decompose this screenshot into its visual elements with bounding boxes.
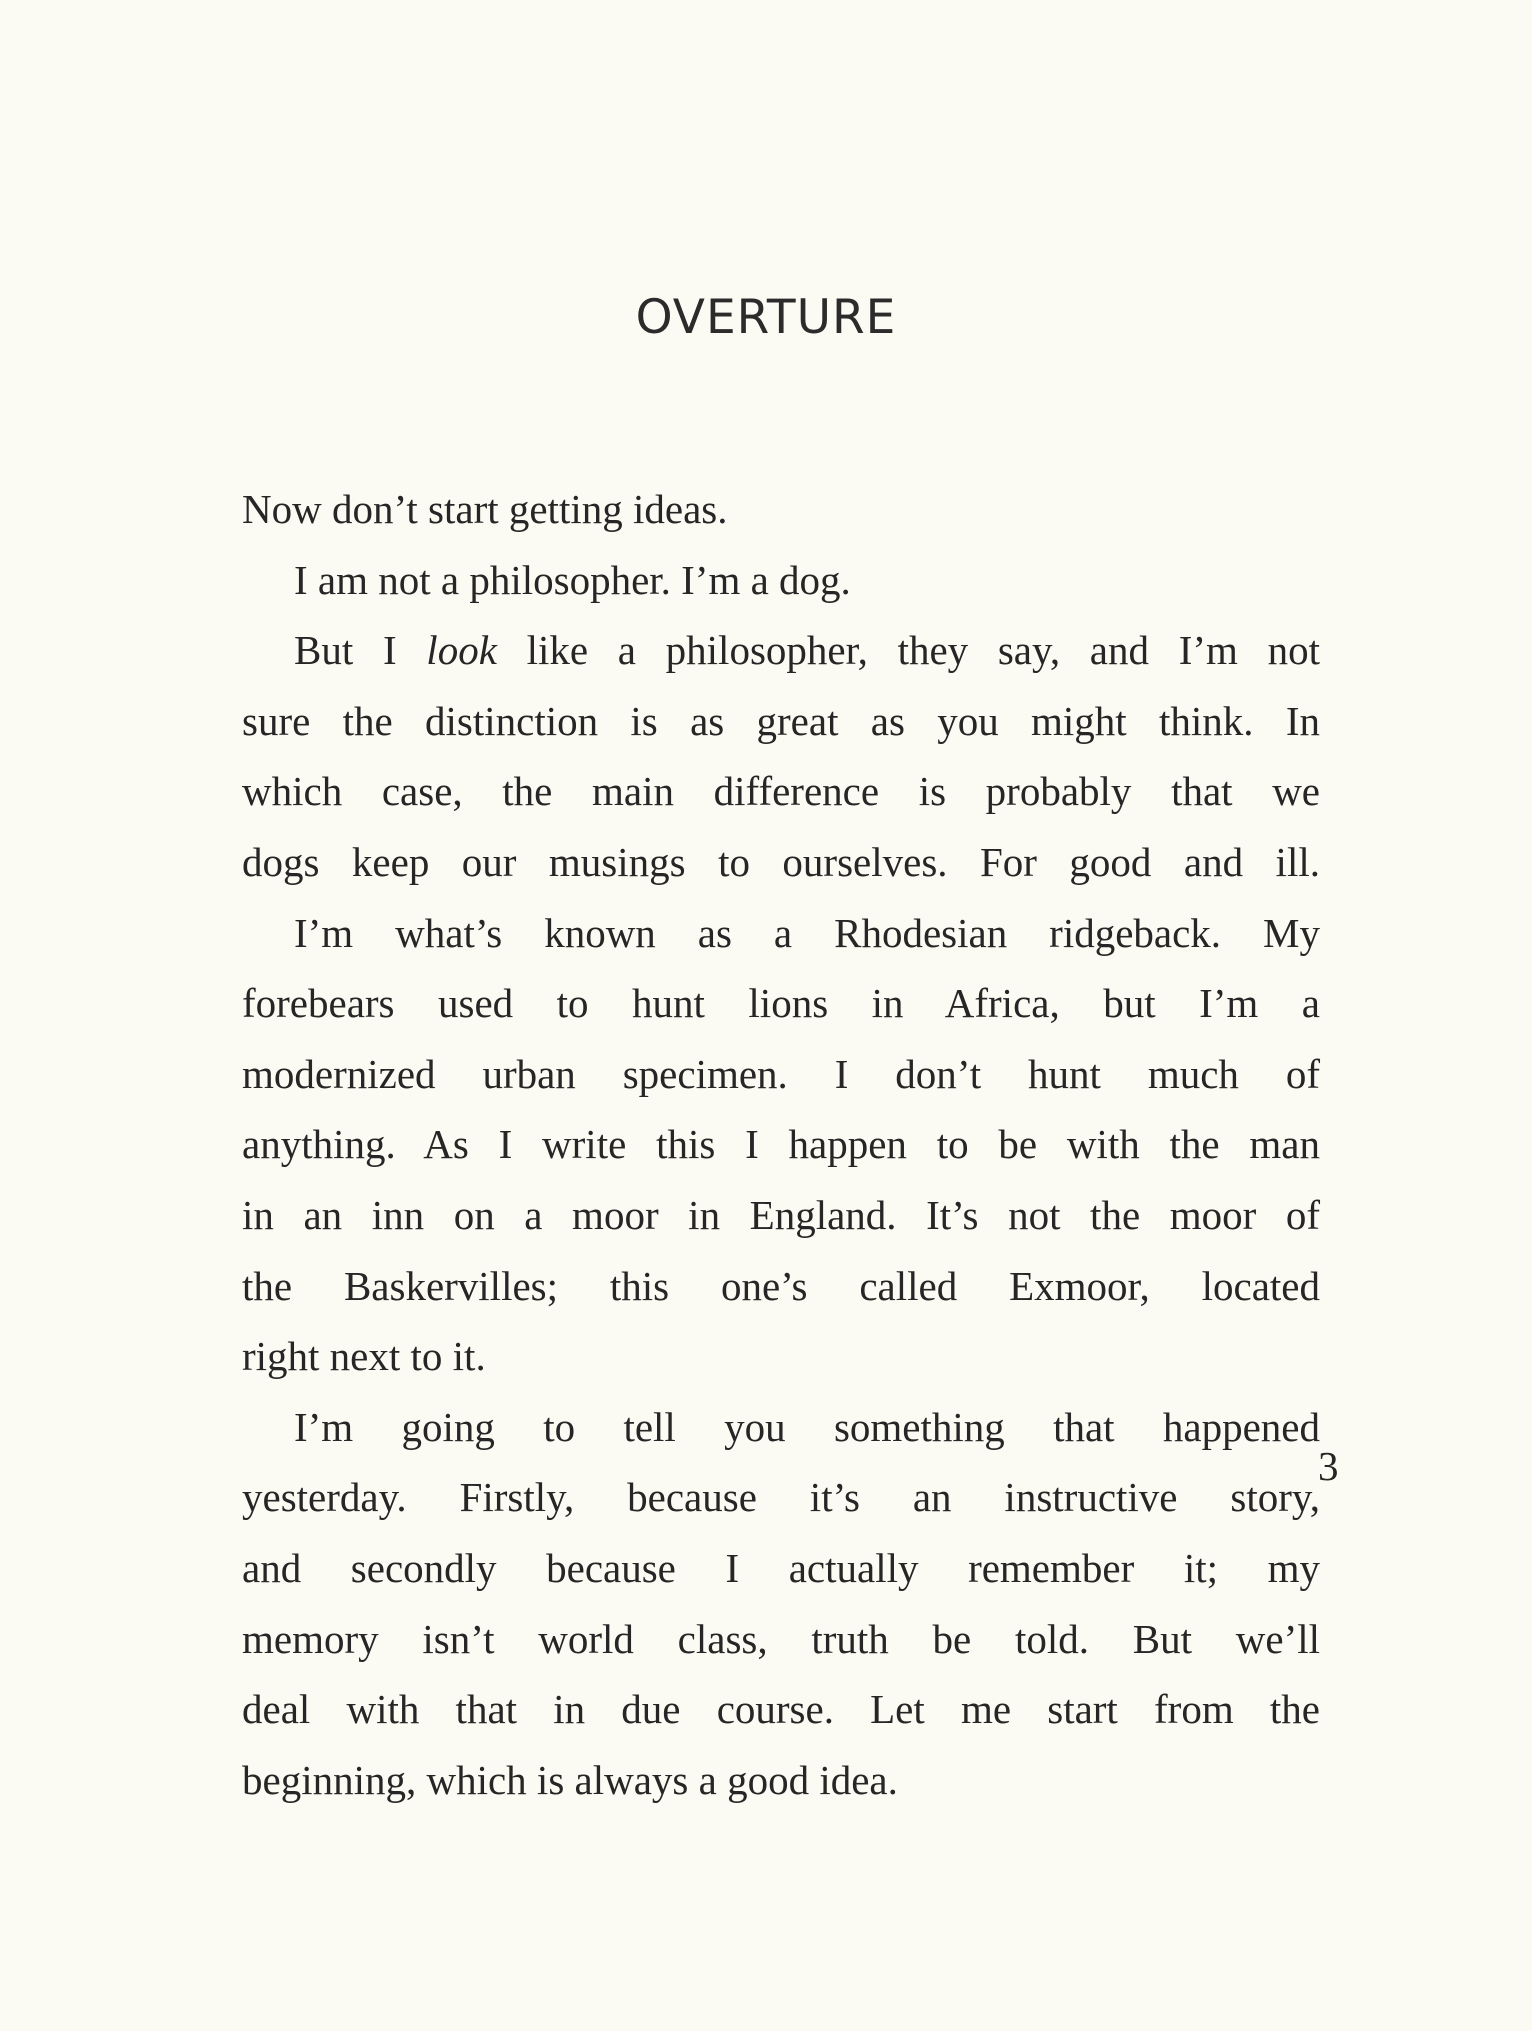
text-line: I’m going to tell you something that happened	[294, 1403, 1320, 1450]
text-line: memory isn’t world class, truth be told. But we’ll	[242, 1615, 1320, 1662]
text-line: forebears used to hunt lions in Africa, but I’m a	[242, 980, 1320, 1027]
text-line: dogs keep our musings to ourselves. For good and ill.	[242, 838, 1320, 885]
text-line: deal with that in due course. Let me start from the	[242, 1686, 1320, 1733]
text-line: beginning, which is always a good idea.	[242, 1756, 898, 1803]
text-line: which case, the main difference is probably that we	[242, 768, 1320, 815]
text-line: the Baskervilles; this one’s called Exmoor, located	[242, 1262, 1320, 1309]
text-line: yesterday. Firstly, because it’s an instructive story,	[242, 1474, 1320, 1521]
text-line: I’m what’s known as a Rhodesian ridgeback. My	[294, 909, 1320, 956]
text-line: modernized urban specimen. I don’t hunt much of	[242, 1050, 1320, 1097]
text-line: right next to it.	[242, 1333, 486, 1380]
body-text	[242, 474, 1320, 1815]
text-line: and secondly because I actually remember it; my	[242, 1544, 1320, 1591]
text-line: sure the distinction is as great as you might think. In	[242, 697, 1320, 744]
text-line: But I look like a philosopher, they say, and I’m not	[294, 627, 1320, 674]
text-line: Now don’t start getting ideas.	[242, 486, 728, 532]
chapter-title: OVERTURE	[635, 290, 897, 345]
page-number: 3	[1318, 1443, 1339, 1489]
text-line: anything. As I write this I happen to be with the man	[242, 1121, 1320, 1168]
emphasis-word: look	[426, 627, 497, 674]
text-line: I am not a philosopher. I’m a dog.	[294, 556, 851, 603]
text-line: in an inn on a moor in England. It’s not the moor of	[242, 1191, 1320, 1238]
